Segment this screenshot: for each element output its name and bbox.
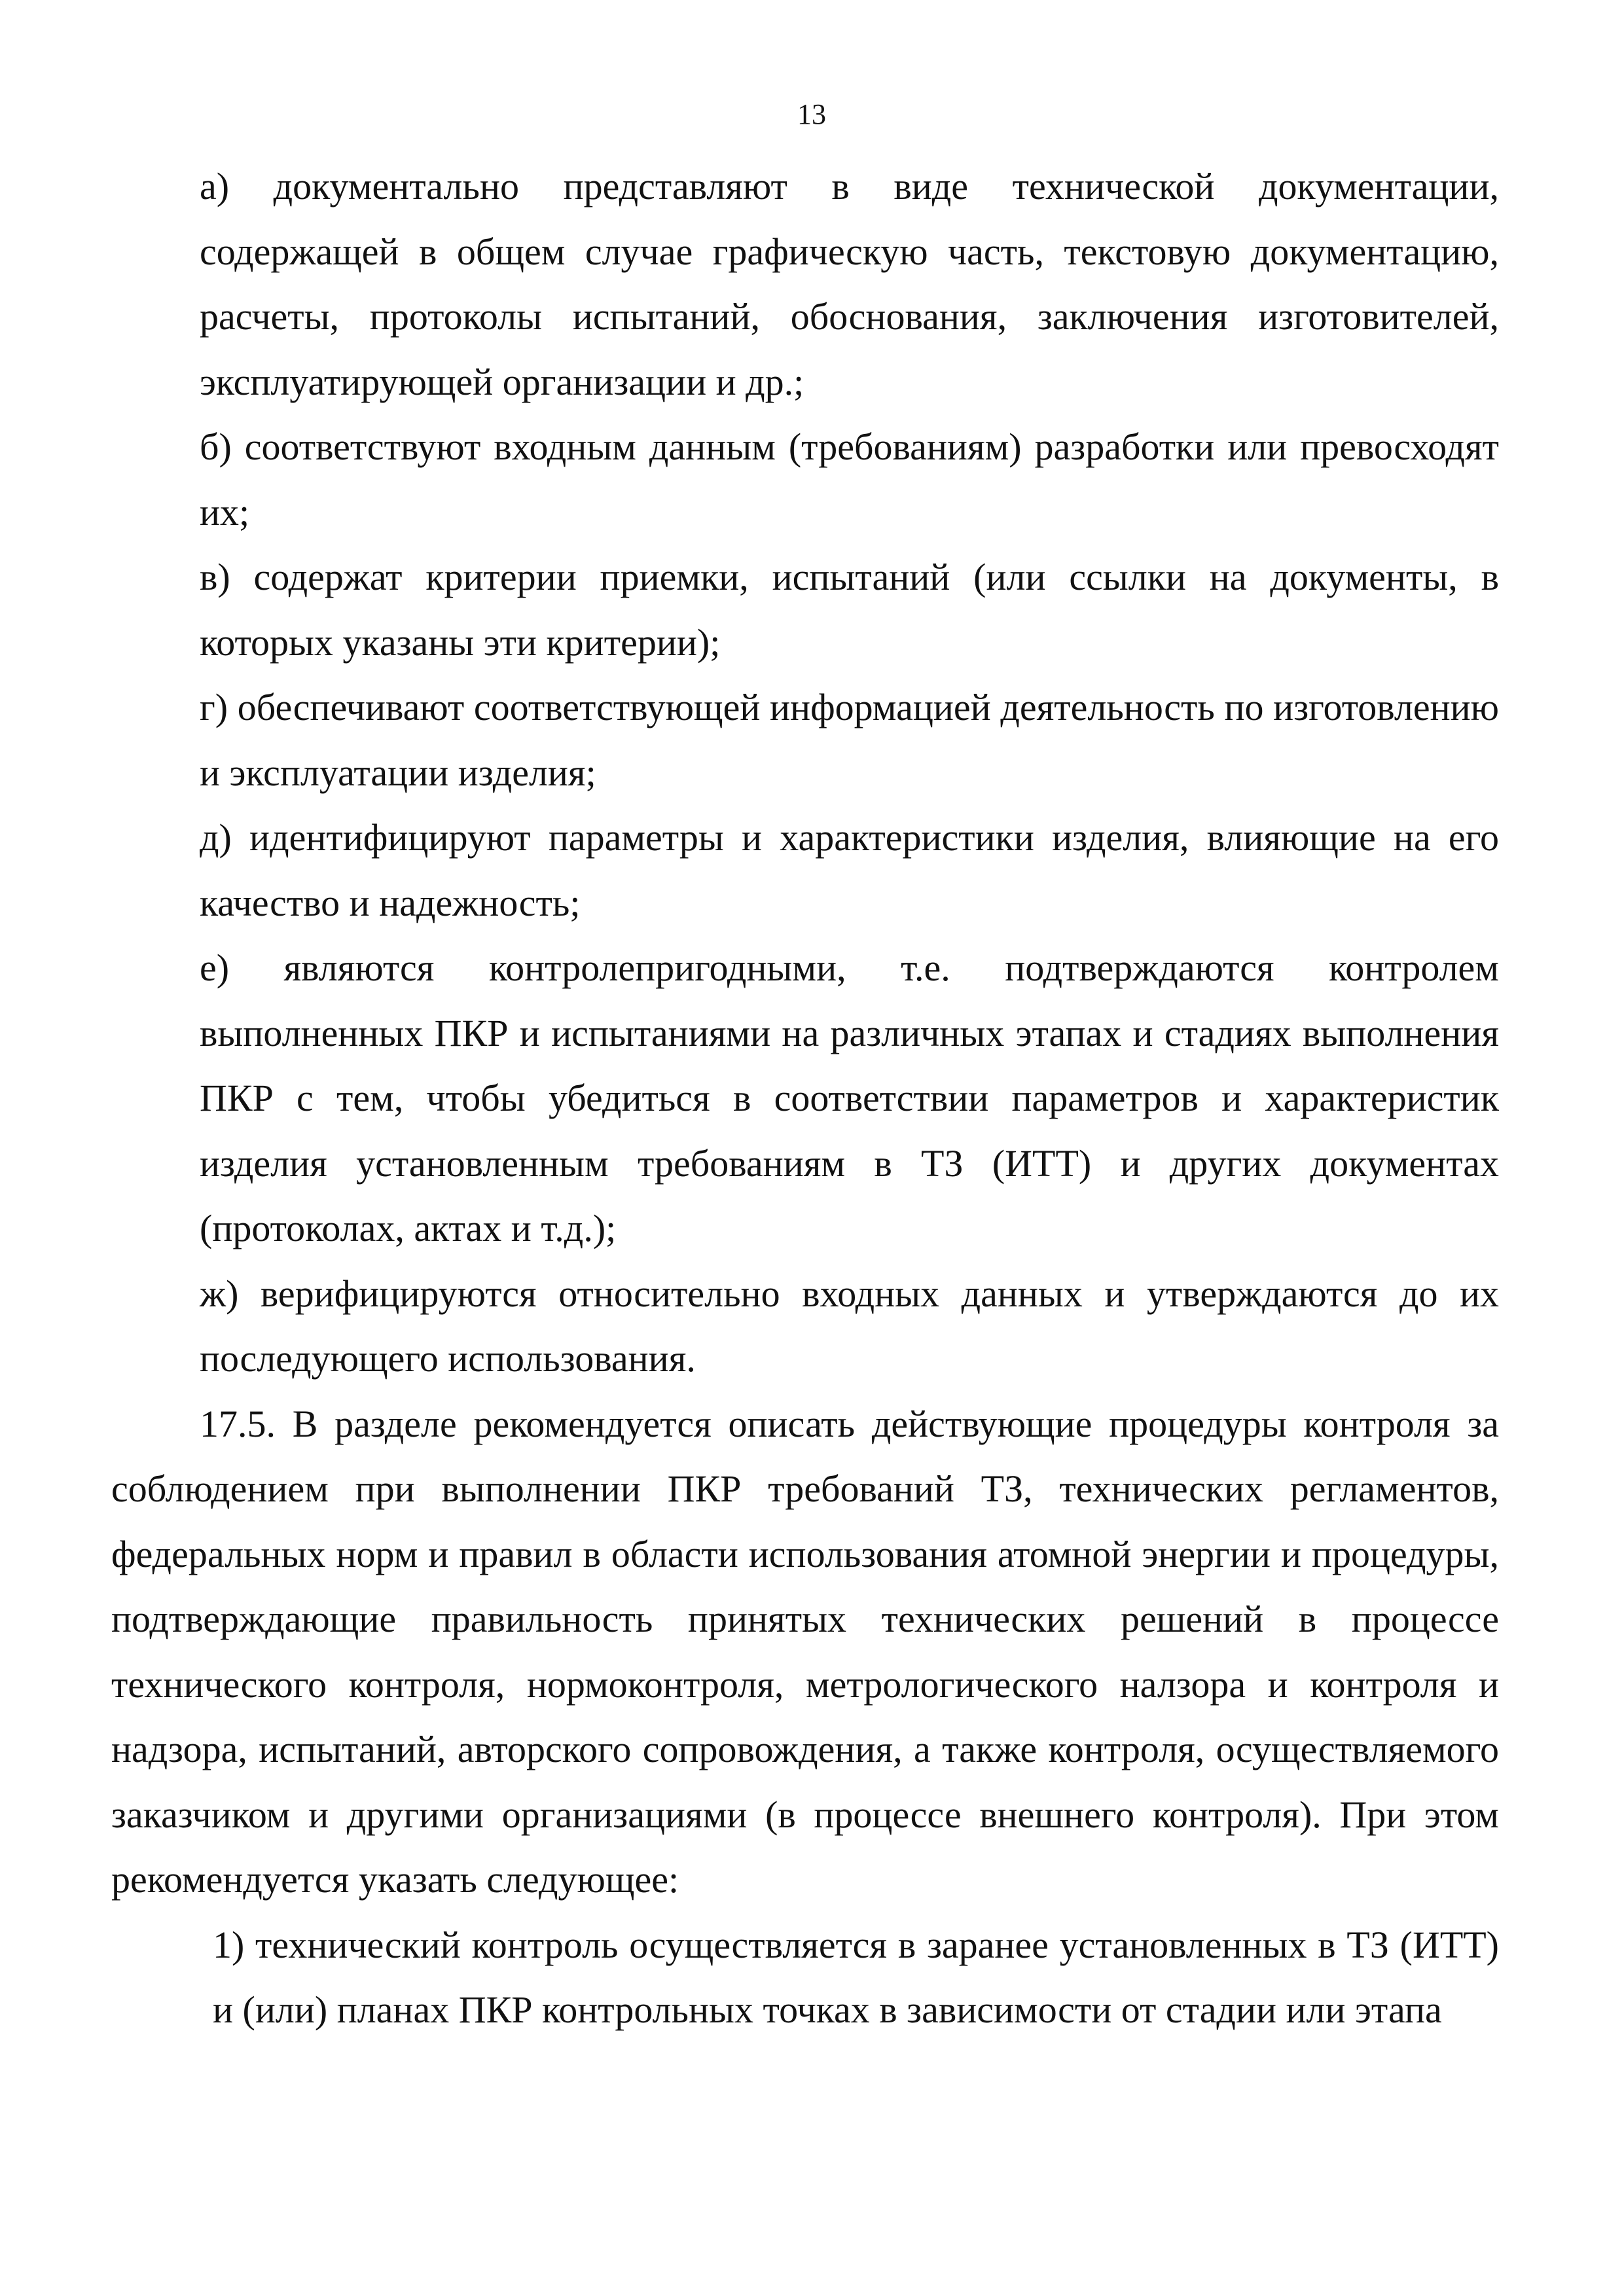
page-number: 13: [797, 98, 826, 130]
list-item-e: е) являются контролепригодными, т.е. подтверждаются контролем выполненных ПКР и испытаниями на различных этапах и стадиях выполнения ПКР с тем, чтобы убедиться в соответствии параметров и характеристик изделия установленным требованиям в ТЗ (ИТТ) и других документах (протоколах, актах и т.д.);: [200, 946, 1499, 1249]
numbered-item-1: 1) технический контроль осуществляется в заранее установленных в ТЗ (ИТТ) и (или) планах ПКР контрольных точках в зависимости от стадии или этапа: [213, 1923, 1499, 2031]
list-item-d: д) идентифицируют параметры и характеристики изделия, влияющие на его качество и надежность;: [200, 816, 1499, 924]
list-item-a: а) документально представляют в виде технической документации, содержащей в общем случае графическую часть, текстовую документацию, расчеты, протоколы испытаний, обоснования, заключения изготовителей, эксплуатирующей организации и др.;: [200, 165, 1499, 403]
list-item-zh: ж) верифицируются относительно входных данных и утверждаются до их последующего использования.: [200, 1272, 1499, 1380]
list-item-b: б) соответствуют входным данным (требованиям) разработки или превосходят их;: [200, 425, 1499, 533]
section-17-5-paragraph: 17.5. В разделе рекомендуется описать действующие процедуры контроля за соблюдением при выполнении ПКР требований ТЗ, технических регламентов, федеральных норм и правил в области использования атомной энергии и процедуры, подтверждающие правильность принятых технических решений в процессе технического контроля, нормоконтроля, метрологического налзора и контроля и надзора, испытаний, авторского сопровождения, а также контроля, осуществляемого заказчиком и другими организациями (в процессе внешнего контроля). При этом рекомендуется указать следующее:: [111, 1402, 1499, 1901]
list-item-g: г) обеспечивают соответствующей информацией деятельность по изготовлению и эксплуатации изделия;: [200, 686, 1499, 794]
list-item-v: в) содержат критерии приемки, испытаний (или ссылки на документы, в которых указаны эти критерии);: [200, 556, 1499, 664]
document-body: [111, 154, 1499, 2043]
